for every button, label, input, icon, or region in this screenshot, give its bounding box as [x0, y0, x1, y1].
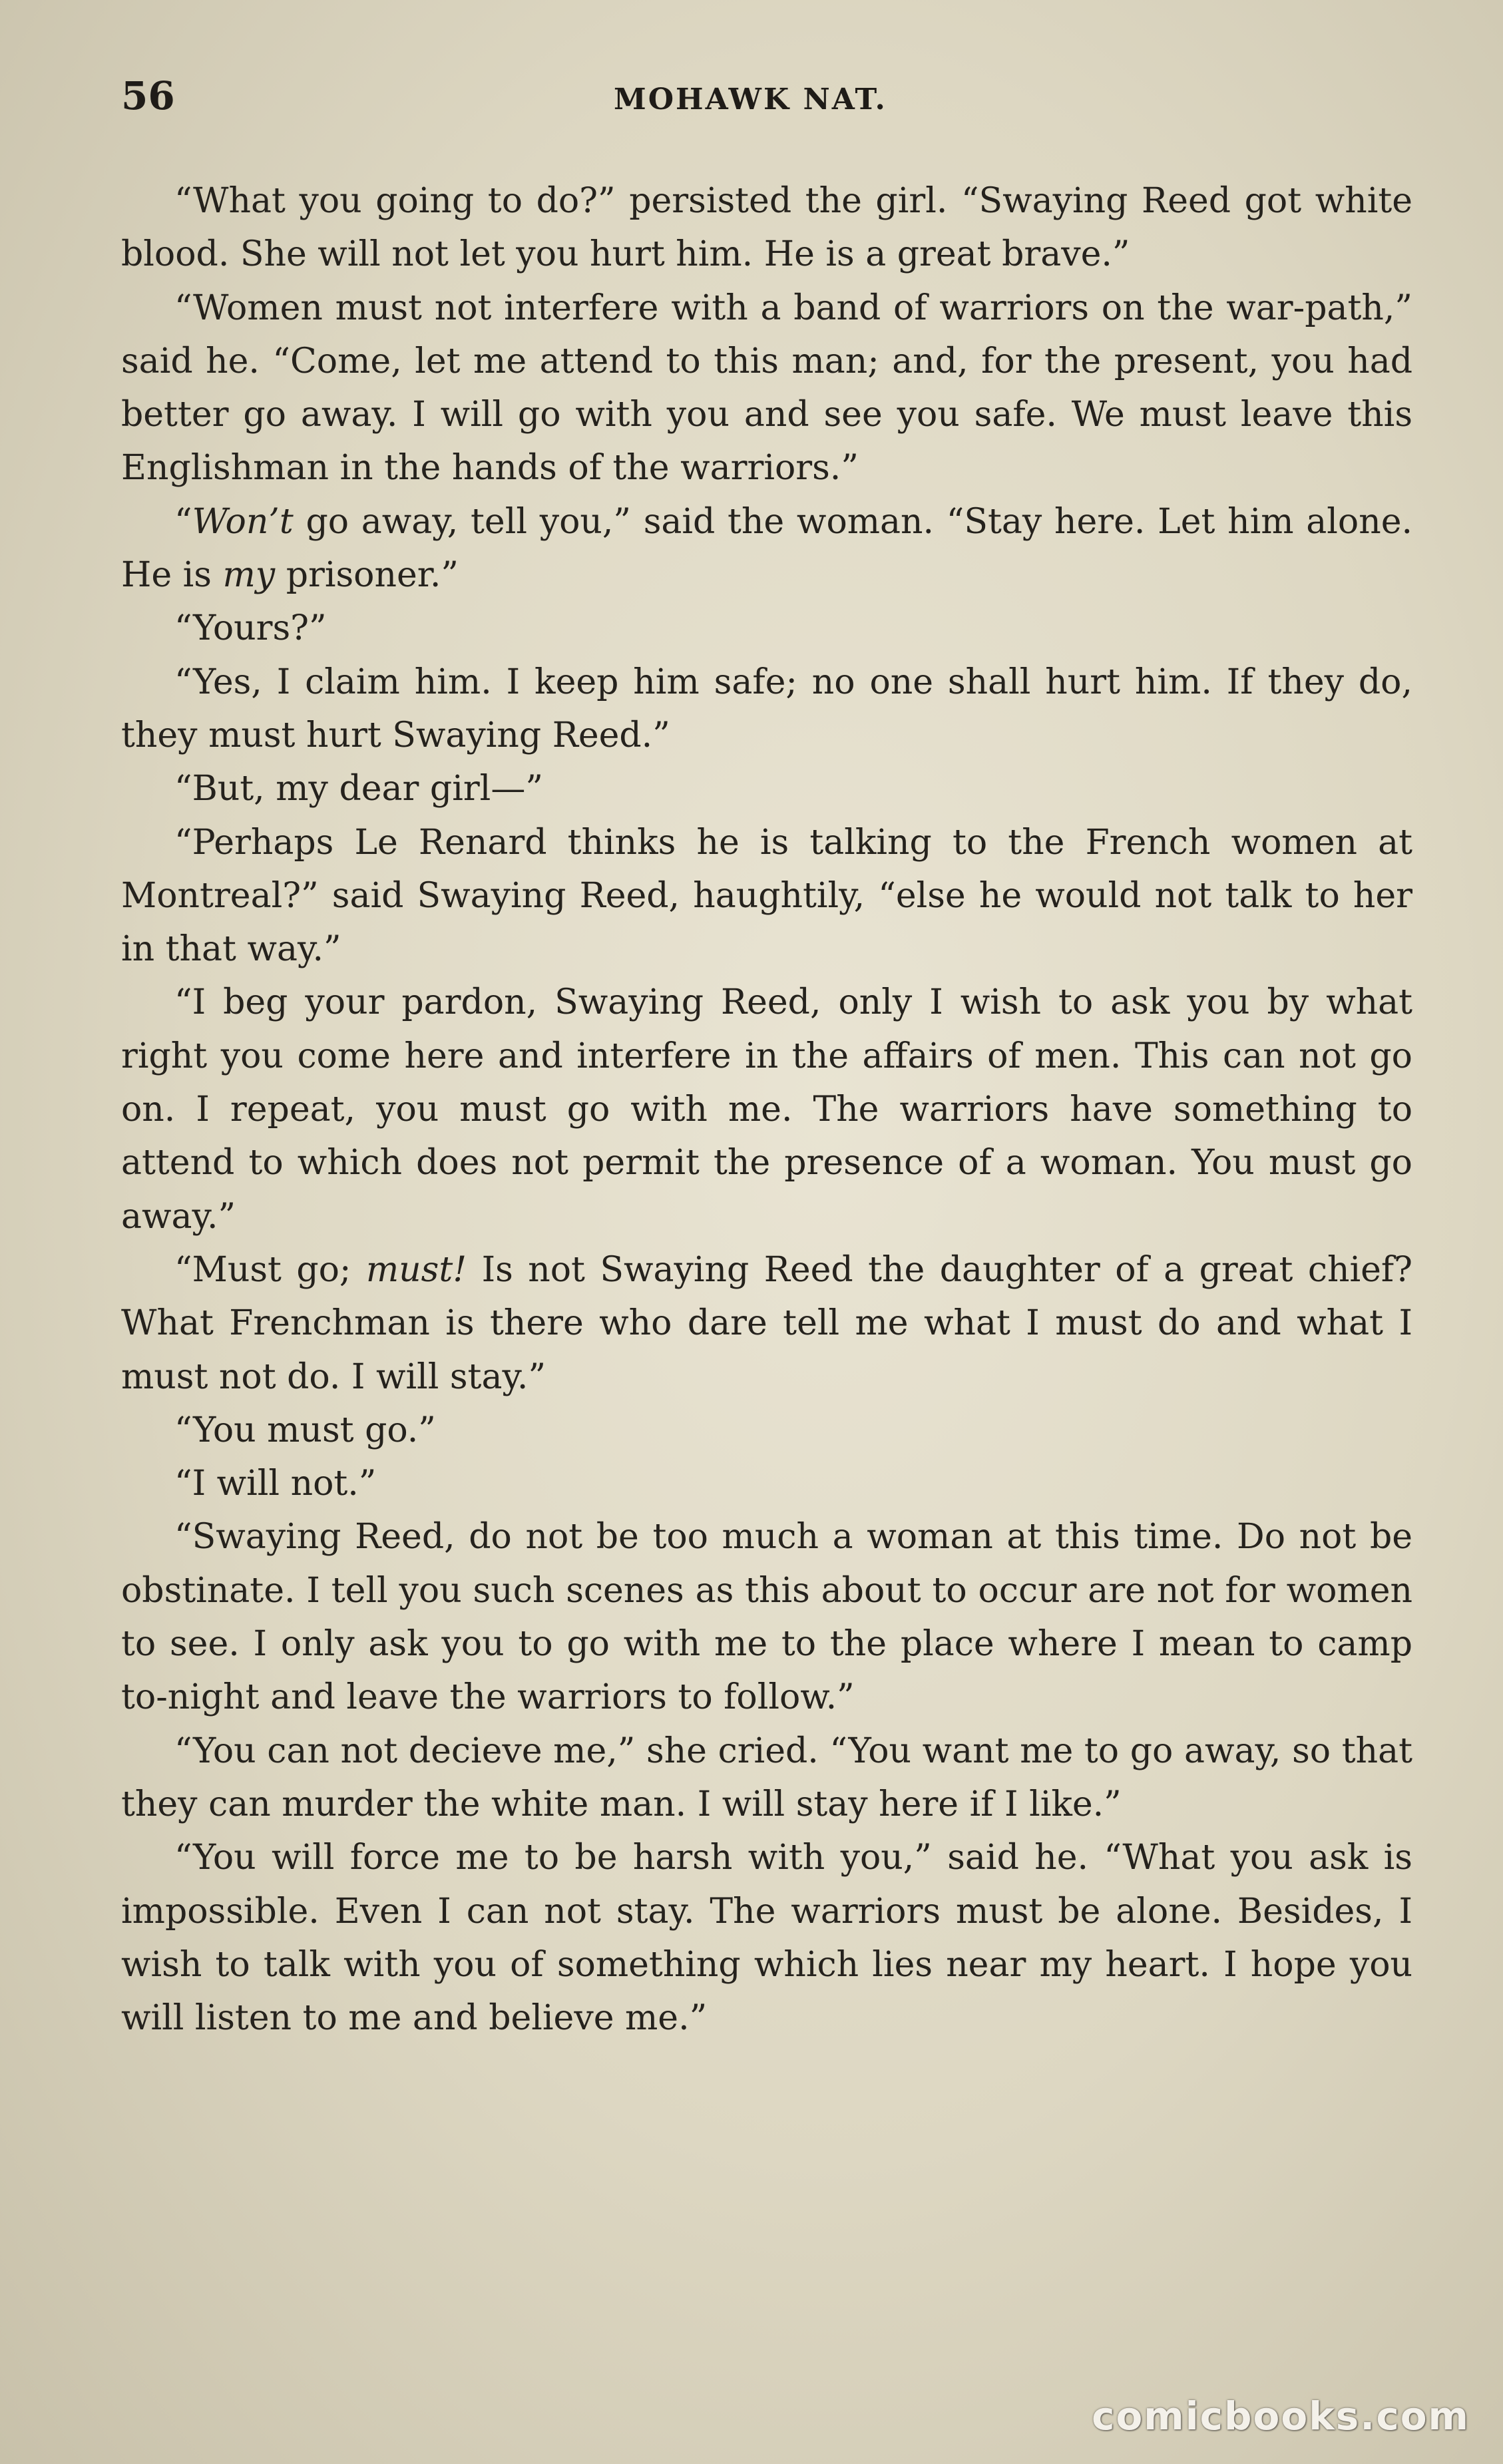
italic-emphasis: my — [222, 555, 276, 596]
page-number: 56 — [121, 73, 175, 118]
paragraph: “You must go.” — [174, 1410, 436, 1450]
italic-emphasis: must! — [365, 1249, 467, 1290]
site-watermark: comicbooks.com — [1092, 2393, 1470, 2439]
paragraph: “Won’t go away, tell you,” said the woman. “Stay here. Let him alone. He is my prisoner.” — [121, 501, 1412, 596]
body-text — [121, 174, 1412, 2045]
paragraph: “What you going to do?” persisted the girl. “Swaying Reed got white blood. She will not let you hurt him. He is a great brave.” — [121, 181, 1412, 275]
paragraph: “Swaying Reed, do not be too much a woman at this time. Do not be obstinate. I tell you such scenes as this about to occur are not for women to see. I only ask you to go with me to the place where I mean to camp to-night and leave the warriors to follow.” — [121, 1517, 1412, 1718]
running-title: MOHAWK NAT. — [614, 83, 887, 116]
paragraph: “You can not decieve me,” she cried. “You want me to go away, so that they can murder the white man. I will stay here if I like.” — [121, 1731, 1412, 1824]
paragraph: “Yes, I claim him. I keep him safe; no one shall hurt him. If they do, they must hurt Swaying Reed.” — [121, 662, 1412, 755]
paragraph: “I beg your pardon, Swaying Reed, only I wish to ask you by what right you come here and interfere in the affairs of men. This can not go on. I repeat, you must go with me. The warriors have something to attend to which does not permit the presence of a woman. You must go away.” — [121, 982, 1412, 1237]
paragraph: “But, my dear girl—” — [174, 769, 543, 809]
italic-emphasis: Won’t — [192, 501, 294, 542]
paragraph: “I will not.” — [174, 1464, 377, 1504]
page-header — [121, 73, 1412, 126]
paragraph: “Women must not interfere with a band of warriors on the war-path,” said he. “Come, let me attend to this man; and, for the present, you had better go away. I will go with you and see you safe. We must leave this Englishman in the hands of the warriors.” — [121, 288, 1412, 489]
paragraph: “You will force me to be harsh with you,” said he. “What you ask is impossible. Even I can not stay. The warriors must be alone. Besides, I wish to talk with you of something which lies near my heart. I hope you will listen to me and believe me.” — [121, 1838, 1412, 2039]
paragraph: “Yours?” — [174, 608, 327, 649]
paragraph: “Must go; must! Is not Swaying Reed the daughter of a great chief? What Frenchman is there who dare tell me what I must do and what I must not do. I will stay.” — [121, 1249, 1412, 1397]
paragraph: “Perhaps Le Renard thinks he is talking to the French women at Montreal?” said Swaying Reed, haughtily, “else he would not talk to her in that way.” — [121, 822, 1412, 970]
